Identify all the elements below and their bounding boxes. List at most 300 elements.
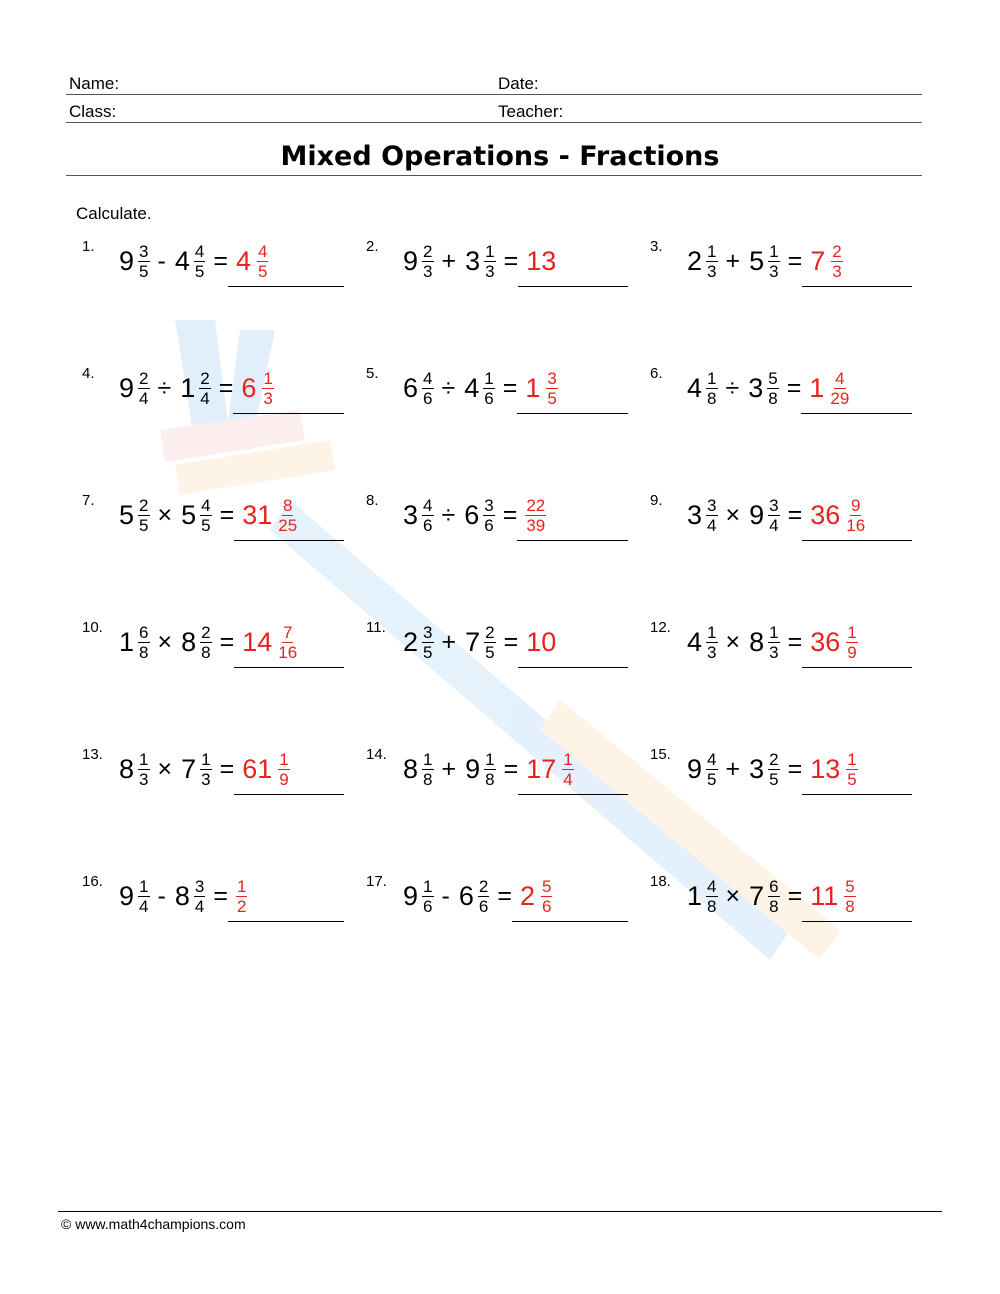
operand-b-fraction bbox=[483, 369, 494, 408]
operand-b-fraction bbox=[194, 242, 205, 281]
answer-numerator: 1 bbox=[847, 749, 857, 769]
operand-a-whole: 1 bbox=[687, 880, 703, 911]
answer bbox=[236, 877, 255, 916]
operand-a-denominator: 4 bbox=[139, 388, 149, 408]
operand-b-fraction bbox=[768, 242, 779, 281]
operand-b-fraction bbox=[484, 242, 495, 281]
operand-b-whole: 6 bbox=[458, 880, 474, 911]
operator: × bbox=[157, 754, 173, 783]
answer-denominator: 25 bbox=[278, 515, 298, 535]
operator: × bbox=[725, 500, 741, 529]
operand-a-fraction bbox=[422, 623, 433, 662]
problem-number: 3. bbox=[650, 238, 663, 255]
operator: × bbox=[157, 627, 173, 656]
operand-a-denominator: 8 bbox=[139, 642, 149, 662]
answer-blank bbox=[802, 286, 912, 287]
operand-a-whole: 4 bbox=[687, 372, 703, 403]
problem-item bbox=[650, 873, 930, 933]
operand-b-numerator: 1 bbox=[485, 241, 495, 261]
operand-b-numerator: 1 bbox=[484, 368, 494, 388]
operand-b-fraction bbox=[768, 877, 779, 916]
problem-number: 7. bbox=[82, 492, 95, 509]
problem-item bbox=[366, 238, 646, 298]
operand-a-fraction bbox=[706, 623, 717, 662]
operator: ÷ bbox=[441, 373, 456, 402]
operand-b-fraction bbox=[483, 496, 494, 535]
problem-number: 14. bbox=[366, 746, 387, 763]
answer-denominator: 3 bbox=[832, 261, 842, 281]
answer-numerator: 7 bbox=[282, 622, 293, 642]
header-line-1 bbox=[66, 94, 922, 95]
problem-number: 4. bbox=[82, 365, 95, 382]
operand-b-numerator: 3 bbox=[194, 876, 205, 896]
problem-item bbox=[366, 365, 646, 425]
operand-b-whole: 9 bbox=[749, 499, 765, 530]
operand-b-denominator: 5 bbox=[485, 642, 495, 662]
answer-whole: 17 bbox=[526, 753, 557, 784]
problem-expression bbox=[403, 749, 582, 789]
operand-b-denominator: 8 bbox=[201, 642, 211, 662]
operand-b-fraction bbox=[767, 369, 778, 408]
problem-item bbox=[366, 746, 646, 806]
equals-sign: = bbox=[502, 373, 518, 402]
operator: - bbox=[157, 246, 166, 275]
answer-whole: 10 bbox=[526, 626, 557, 657]
operand-b-whole: 4 bbox=[174, 245, 190, 276]
answer-whole: 11 bbox=[810, 880, 839, 911]
answer-whole: 61 bbox=[242, 753, 273, 784]
operand-b-whole: 5 bbox=[181, 499, 197, 530]
operand-a-denominator: 8 bbox=[423, 769, 433, 789]
answer-numerator: 3 bbox=[547, 368, 557, 388]
problem-expression bbox=[687, 622, 866, 662]
operand-a-fraction bbox=[138, 496, 149, 535]
answer-numerator: 5 bbox=[845, 876, 855, 896]
answer-numerator: 4 bbox=[835, 368, 845, 388]
operand-b-whole: 3 bbox=[749, 753, 765, 784]
operand-b-denominator: 5 bbox=[769, 769, 779, 789]
operand-a-numerator: 1 bbox=[707, 622, 717, 642]
answer bbox=[810, 877, 864, 916]
equals-sign: = bbox=[502, 500, 518, 529]
answer bbox=[526, 750, 582, 789]
answer-denominator: 9 bbox=[847, 642, 857, 662]
name-label: Name: bbox=[69, 74, 120, 93]
answer-whole: 7 bbox=[810, 245, 826, 276]
problem-expression bbox=[403, 368, 566, 408]
operand-a-denominator: 3 bbox=[139, 769, 149, 789]
operand-b-whole: 6 bbox=[464, 499, 480, 530]
answer-fraction bbox=[562, 750, 573, 789]
operand-a-numerator: 3 bbox=[707, 495, 717, 515]
operand-b-denominator: 3 bbox=[201, 769, 211, 789]
operand-b-whole: 5 bbox=[749, 245, 765, 276]
problem-item bbox=[82, 492, 362, 552]
answer-numerator: 1 bbox=[563, 749, 573, 769]
operand-a-numerator: 1 bbox=[707, 241, 717, 261]
operand-a-fraction bbox=[422, 496, 433, 535]
operand-b-numerator: 1 bbox=[201, 749, 211, 769]
answer bbox=[242, 496, 305, 535]
operand-b-numerator: 4 bbox=[194, 241, 205, 261]
problem-expression bbox=[119, 876, 255, 916]
answer-denominator: 39 bbox=[526, 515, 546, 535]
operand-a-denominator: 5 bbox=[139, 261, 149, 281]
operator: ÷ bbox=[725, 373, 740, 402]
equals-sign: = bbox=[787, 881, 803, 910]
operand-b-numerator: 2 bbox=[485, 622, 495, 642]
operand-b-numerator: 6 bbox=[769, 876, 779, 896]
operand-b-denominator: 3 bbox=[769, 261, 779, 281]
answer-blank bbox=[517, 540, 628, 541]
operand-a-whole: 9 bbox=[403, 245, 419, 276]
operand-b-denominator: 6 bbox=[478, 896, 489, 916]
date-label: Date: bbox=[498, 74, 539, 93]
operand-b-whole: 7 bbox=[749, 880, 765, 911]
operand-a-whole: 5 bbox=[119, 499, 135, 530]
operand-a-fraction bbox=[422, 369, 433, 408]
answer-fraction bbox=[262, 369, 273, 408]
operand-a-denominator: 3 bbox=[707, 642, 717, 662]
operand-b-denominator: 5 bbox=[194, 261, 205, 281]
answer-denominator: 5 bbox=[547, 388, 557, 408]
answer-blank bbox=[802, 921, 912, 922]
answer-blank bbox=[234, 667, 344, 668]
problem-expression bbox=[119, 241, 276, 281]
operand-a-numerator: 3 bbox=[423, 622, 433, 642]
operator: × bbox=[725, 881, 741, 910]
answer-fraction bbox=[846, 623, 857, 662]
problem-expression bbox=[687, 876, 864, 916]
problem-number: 15. bbox=[650, 746, 671, 763]
problem-item bbox=[366, 492, 646, 552]
problem-expression bbox=[403, 241, 562, 281]
problem-expression bbox=[687, 749, 866, 789]
title-underline bbox=[66, 175, 922, 176]
problem-expression bbox=[119, 749, 298, 789]
problem-number: 8. bbox=[366, 492, 379, 509]
answer-blank bbox=[228, 286, 344, 287]
answer-fraction bbox=[844, 877, 855, 916]
answer-denominator: 8 bbox=[845, 896, 855, 916]
operand-b-whole: 9 bbox=[465, 753, 481, 784]
answer-fraction bbox=[278, 496, 297, 535]
operand-a-fraction bbox=[138, 242, 149, 281]
answer-fraction bbox=[846, 496, 865, 535]
answer-whole: 31 bbox=[242, 499, 273, 530]
operand-a-numerator: 4 bbox=[707, 876, 717, 896]
operand-a-numerator: 6 bbox=[139, 622, 149, 642]
operand-b-fraction bbox=[199, 369, 210, 408]
operand-b-denominator: 4 bbox=[769, 515, 779, 535]
operand-b-numerator: 2 bbox=[769, 749, 779, 769]
operator: ÷ bbox=[157, 373, 172, 402]
operand-b-whole: 7 bbox=[181, 753, 197, 784]
problem-number: 18. bbox=[650, 873, 671, 890]
answer-fraction bbox=[278, 623, 297, 662]
operand-b-whole: 8 bbox=[749, 626, 765, 657]
operand-a-fraction bbox=[706, 369, 717, 408]
operand-b-numerator: 5 bbox=[768, 368, 778, 388]
answer-blank bbox=[802, 794, 912, 795]
operand-a-denominator: 3 bbox=[707, 261, 717, 281]
answer-fraction bbox=[236, 877, 247, 916]
operand-a-denominator: 6 bbox=[423, 515, 433, 535]
answer-whole: 2 bbox=[519, 880, 535, 911]
operand-b-numerator: 1 bbox=[485, 749, 495, 769]
answer-blank bbox=[228, 921, 344, 922]
problem-number: 17. bbox=[366, 873, 387, 890]
equals-sign: = bbox=[219, 754, 235, 783]
operand-a-numerator: 1 bbox=[423, 749, 433, 769]
operand-b-numerator: 4 bbox=[201, 495, 211, 515]
operand-b-whole: 1 bbox=[180, 372, 196, 403]
operand-b-fraction bbox=[194, 877, 205, 916]
answer-fraction bbox=[278, 750, 289, 789]
answer-fraction bbox=[541, 877, 552, 916]
answer-numerator: 9 bbox=[850, 495, 861, 515]
answer-numerator: 22 bbox=[526, 495, 546, 515]
equals-sign: = bbox=[219, 500, 235, 529]
operand-a-whole: 1 bbox=[119, 626, 135, 657]
problem-expression bbox=[119, 495, 305, 535]
answer-whole: 1 bbox=[809, 372, 825, 403]
answer bbox=[526, 246, 562, 277]
header-line-2 bbox=[66, 122, 922, 123]
operand-b-fraction bbox=[200, 623, 211, 662]
answer-blank bbox=[801, 413, 912, 414]
operator: + bbox=[441, 627, 457, 656]
operand-b-fraction bbox=[484, 750, 495, 789]
operand-a-numerator: 1 bbox=[139, 749, 149, 769]
answer-fraction bbox=[257, 242, 268, 281]
equals-sign: = bbox=[787, 754, 803, 783]
footer-copyright: © www.math4champions.com bbox=[61, 1216, 246, 1232]
problem-item bbox=[82, 746, 362, 806]
answer-denominator: 5 bbox=[847, 769, 857, 789]
answer-denominator: 3 bbox=[263, 388, 273, 408]
problem-number: 13. bbox=[82, 746, 103, 763]
problem-expression bbox=[403, 622, 562, 662]
operator: + bbox=[725, 754, 741, 783]
problem-item bbox=[650, 365, 930, 425]
operand-b-whole: 3 bbox=[465, 245, 481, 276]
equals-sign: = bbox=[503, 627, 519, 656]
operand-b-fraction bbox=[768, 623, 779, 662]
problem-number: 9. bbox=[650, 492, 663, 509]
operand-b-fraction bbox=[478, 877, 489, 916]
operand-a-denominator: 6 bbox=[423, 896, 433, 916]
operand-a-denominator: 4 bbox=[139, 896, 149, 916]
answer bbox=[525, 496, 554, 535]
answer-blank bbox=[518, 794, 628, 795]
answer bbox=[810, 242, 851, 281]
equals-sign: = bbox=[497, 881, 512, 910]
equals-sign: = bbox=[787, 627, 803, 656]
answer-blank bbox=[802, 667, 912, 668]
operator: - bbox=[157, 881, 166, 910]
operand-b-numerator: 3 bbox=[769, 495, 779, 515]
equals-sign: = bbox=[213, 881, 228, 910]
operand-b-denominator: 3 bbox=[769, 642, 779, 662]
operator: × bbox=[157, 500, 173, 529]
operand-b-denominator: 5 bbox=[201, 515, 211, 535]
operand-b-whole: 8 bbox=[174, 880, 190, 911]
answer bbox=[810, 623, 866, 662]
answer bbox=[242, 750, 298, 789]
operand-b-numerator: 1 bbox=[769, 241, 779, 261]
operand-b-fraction bbox=[768, 496, 779, 535]
answer-numerator: 1 bbox=[263, 368, 273, 388]
operand-a-whole: 2 bbox=[687, 245, 703, 276]
answer-whole: 13 bbox=[526, 245, 557, 276]
operand-a-denominator: 6 bbox=[423, 388, 433, 408]
operand-a-fraction bbox=[422, 242, 433, 281]
operand-a-numerator: 2 bbox=[423, 241, 433, 261]
operand-b-denominator: 6 bbox=[484, 388, 494, 408]
operand-b-denominator: 8 bbox=[485, 769, 495, 789]
instruction-text: Calculate. bbox=[76, 204, 152, 223]
operator: ÷ bbox=[441, 500, 456, 529]
answer bbox=[810, 496, 873, 535]
answer-denominator: 4 bbox=[563, 769, 573, 789]
operand-a-numerator: 4 bbox=[707, 749, 717, 769]
operand-a-fraction bbox=[138, 750, 149, 789]
operand-a-numerator: 1 bbox=[423, 876, 433, 896]
problem-expression bbox=[119, 368, 282, 408]
operand-a-numerator: 4 bbox=[423, 495, 433, 515]
operand-a-denominator: 5 bbox=[139, 515, 149, 535]
operand-a-denominator: 8 bbox=[707, 388, 717, 408]
operator: - bbox=[441, 881, 450, 910]
operand-a-denominator: 3 bbox=[423, 261, 433, 281]
answer-blank bbox=[518, 286, 628, 287]
equals-sign: = bbox=[787, 246, 803, 275]
problem-expression bbox=[403, 495, 554, 535]
equals-sign: = bbox=[213, 246, 228, 275]
equals-sign: = bbox=[787, 500, 803, 529]
problem-number: 11. bbox=[366, 619, 386, 636]
answer-whole: 1 bbox=[525, 372, 541, 403]
operand-a-fraction bbox=[422, 877, 433, 916]
answer-numerator: 4 bbox=[257, 241, 268, 261]
operand-a-whole: 8 bbox=[403, 753, 419, 784]
operand-b-numerator: 1 bbox=[769, 622, 779, 642]
equals-sign: = bbox=[503, 246, 519, 275]
problem-number: 1. bbox=[82, 238, 95, 255]
problem-item bbox=[82, 873, 362, 933]
answer-denominator: 16 bbox=[846, 515, 866, 535]
operand-a-whole: 9 bbox=[119, 880, 135, 911]
operand-a-fraction bbox=[138, 877, 149, 916]
operand-a-fraction bbox=[706, 496, 717, 535]
operand-b-whole: 3 bbox=[748, 372, 764, 403]
answer bbox=[242, 623, 305, 662]
operand-b-numerator: 2 bbox=[478, 876, 489, 896]
problem-expression bbox=[687, 368, 857, 408]
answer-whole: 36 bbox=[810, 626, 841, 657]
answer-numerator: 1 bbox=[847, 622, 857, 642]
operand-b-denominator: 3 bbox=[485, 261, 495, 281]
answer-blank bbox=[234, 794, 344, 795]
problem-expression bbox=[403, 876, 560, 916]
problem-item bbox=[650, 619, 930, 679]
answer-fraction bbox=[831, 242, 842, 281]
operand-b-numerator: 2 bbox=[200, 368, 210, 388]
operand-a-denominator: 4 bbox=[707, 515, 717, 535]
answer-numerator: 5 bbox=[541, 876, 552, 896]
problem-number: 16. bbox=[82, 873, 103, 890]
operand-a-fraction bbox=[706, 877, 717, 916]
answer-blank bbox=[518, 667, 628, 668]
operator: × bbox=[725, 627, 741, 656]
problem-item bbox=[366, 619, 646, 679]
answer bbox=[520, 877, 561, 916]
operand-a-whole: 9 bbox=[119, 372, 135, 403]
answer-blank bbox=[802, 540, 912, 541]
answer-denominator: 2 bbox=[236, 896, 247, 916]
problem-expression bbox=[687, 241, 851, 281]
operand-a-fraction bbox=[422, 750, 433, 789]
equals-sign: = bbox=[786, 373, 802, 402]
operand-a-fraction bbox=[706, 242, 717, 281]
operand-b-denominator: 8 bbox=[768, 388, 778, 408]
problem-number: 10. bbox=[82, 619, 103, 636]
problem-item bbox=[82, 619, 362, 679]
operand-a-whole: 6 bbox=[403, 372, 419, 403]
problem-item bbox=[82, 238, 362, 298]
footer-line bbox=[58, 1211, 942, 1212]
operand-b-whole: 8 bbox=[181, 626, 197, 657]
page-title: Mixed Operations - Fractions bbox=[280, 141, 720, 172]
problem-item bbox=[650, 492, 930, 552]
operand-b-denominator: 8 bbox=[769, 896, 779, 916]
answer bbox=[241, 369, 282, 408]
answer-denominator: 16 bbox=[278, 642, 298, 662]
operand-a-numerator: 3 bbox=[139, 241, 149, 261]
operand-a-whole: 3 bbox=[403, 499, 419, 530]
class-label: Class: bbox=[69, 102, 117, 121]
operand-b-denominator: 6 bbox=[484, 515, 494, 535]
operand-b-denominator: 4 bbox=[200, 388, 210, 408]
operand-b-numerator: 2 bbox=[201, 622, 211, 642]
operand-b-fraction bbox=[200, 496, 211, 535]
problem-number: 2. bbox=[366, 238, 379, 255]
operator: + bbox=[441, 754, 457, 783]
answer-whole: 6 bbox=[241, 372, 257, 403]
operand-b-fraction bbox=[768, 750, 779, 789]
answer-fraction bbox=[546, 369, 557, 408]
problem-number: 5. bbox=[366, 365, 379, 382]
operand-b-fraction bbox=[200, 750, 211, 789]
operand-a-denominator: 5 bbox=[423, 642, 433, 662]
answer-blank bbox=[233, 413, 344, 414]
operator: + bbox=[441, 246, 457, 275]
operand-b-fraction bbox=[484, 623, 495, 662]
problem-item bbox=[650, 238, 930, 298]
operand-a-whole: 4 bbox=[687, 626, 703, 657]
answer bbox=[236, 242, 277, 281]
operand-a-whole: 2 bbox=[403, 626, 419, 657]
answer-numerator: 8 bbox=[282, 495, 293, 515]
problem-expression bbox=[687, 495, 873, 535]
operand-a-denominator: 5 bbox=[707, 769, 717, 789]
operand-a-numerator: 2 bbox=[139, 368, 149, 388]
operand-a-whole: 8 bbox=[119, 753, 135, 784]
problem-item bbox=[650, 746, 930, 806]
answer-whole: 4 bbox=[235, 245, 251, 276]
operand-a-whole: 9 bbox=[403, 880, 419, 911]
